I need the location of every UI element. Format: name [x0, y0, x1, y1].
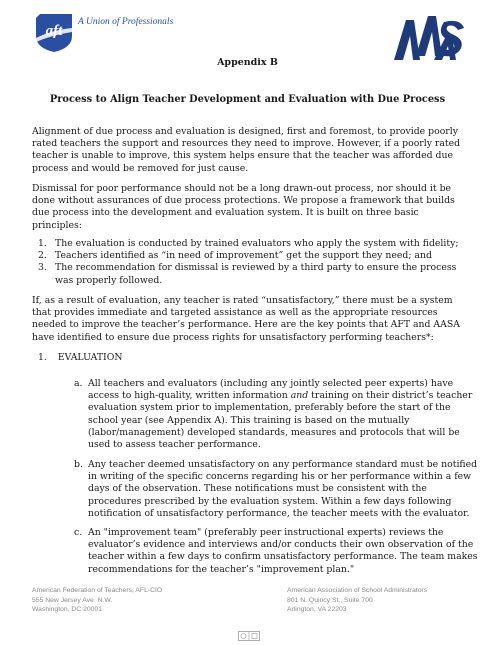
list-text: The recommendation for dismissal is reviewed by a third party to ensure the process was properly followed.: [55, 262, 457, 286]
list-text: Teachers identified as “in need of improvement” get the support they need; and: [55, 250, 432, 262]
list-item: [74, 378, 478, 451]
list-text-emphasis: and: [290, 390, 309, 402]
list-text: Any teacher deemed unsatisfactory on any performance standard must be notified in writing of the specific concerns regarding his or her performance within a few days of the observation. These notifications must be consistent with the procedures prescribed by the evaluation system. Within a few days following notification of unsatisfactory performance, the teacher meets with the evaluator.: [88, 459, 478, 519]
list-item: [74, 527, 478, 576]
page-title: Process to Align Teacher Development and Evaluation with Due Process: [49, 94, 446, 105]
list-letter: b.: [74, 459, 83, 470]
section-number: 1.: [38, 352, 47, 363]
list-item: [38, 250, 464, 262]
footer-line: Arlington, VA 22203: [287, 606, 347, 614]
footer-line: Washington, DC 20001: [32, 606, 103, 614]
list-number: 2.: [38, 250, 47, 262]
list-item: [38, 262, 464, 286]
paragraph: Alignment of due process and evaluation is designed, first and foremost, to provide poorly rated teachers the support and resources they need to improve. However, if a poorly rated teacher is unable to improve, this system helps ensure that the teacher was afforded due process and would be removed for just cause.: [32, 126, 461, 174]
footer-line: 555 New Jersey Ave. N.W.: [32, 596, 113, 604]
list-number: 1.: [38, 238, 47, 249]
list-item: [74, 459, 478, 520]
paragraph: Dismissal for poor performance should not be a long drawn-out process, nor should it be done without assurances of due process protections. We propose a framework that builds due process into the development and evaluation system. It is built on three basic principles:: [32, 183, 455, 231]
footer-aft-address: [32, 586, 232, 615]
list-item: [38, 238, 464, 250]
list-letter: a.: [74, 378, 83, 389]
section-heading: [38, 352, 122, 364]
list-text: The evaluation is conducted by trained evaluators who apply the system with fidelity;: [55, 238, 459, 249]
paragraph: If, as a result of evaluation, any teacher is rated “unsatisfactory,” there must be a system that provides immediate and targeted assistance as well as the appropriate resources needed to improve the teacher’s performance. Here are the key points that AFT and AASA have identified to ensure due process rights for unsatisfactory performing teachers*:: [32, 295, 460, 343]
aft-tagline: A Union of Professionals: [78, 17, 174, 27]
footer-line: 801 N. Quincy St., Suite 700: [287, 596, 373, 604]
list-number: 3.: [38, 262, 47, 274]
aft-logo: [32, 10, 76, 54]
principles-list: [38, 238, 464, 287]
list-text: An "improvement team" (preferably peer instructional experts) reviews the evaluator’s evidence and interviews and/or conducts their own observation of the teacher within a few days to confirm unsatisfactory performance. The team makes recommendations for the teacher’s "improvement plan.": [88, 527, 478, 575]
footer-aasa-address: [287, 586, 487, 615]
footer-line: American Federation of Teachers, AFL-CIO: [32, 587, 163, 594]
svg-text:aft: aft: [45, 23, 63, 39]
footer-line: American Association of School Administrators: [287, 587, 428, 594]
union-bug-icon: [238, 626, 260, 636]
section-title: EVALUATION: [57, 352, 123, 363]
list-letter: c.: [74, 527, 83, 538]
list-text: training on their district’s teacher evaluation system prior to implementation, preferably before the start of the school year (see Appendix A). This training is based on the mutually (labor/management) developed standards, measures and protocols that will be used to assess teacher performance.: [88, 390, 473, 451]
appendix-label: Appendix B: [217, 57, 278, 68]
list-text: All teachers and evaluators (including any jointly selected peer experts) have access to high-quality, written information: [88, 378, 454, 402]
